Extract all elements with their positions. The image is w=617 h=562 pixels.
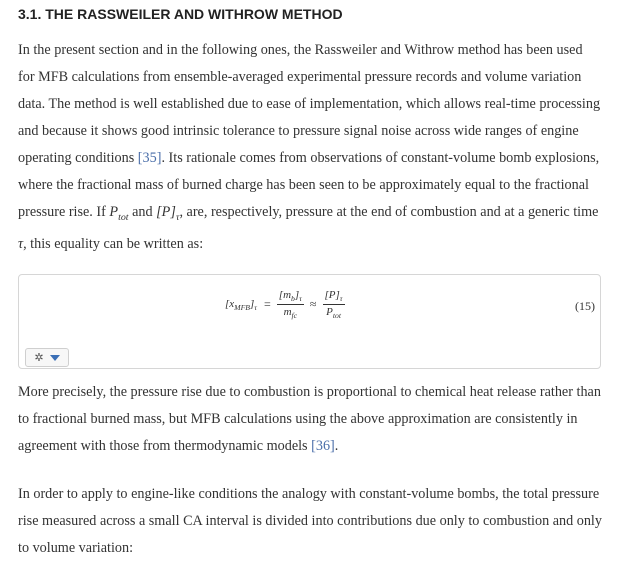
equation-box bbox=[18, 274, 601, 369]
paragraph-precision: More precisely, the pressure rise due to combustion is proportional to chemical heat release rather than to fractional burned mass, but MFB calculations using the above approximation are consistently in agreement with those from thermodynamic models [36]. bbox=[18, 384, 601, 454]
equation-lhs: $[x_{MFB}]_\tau$ bbox=[225, 297, 258, 312]
math-tau: τ bbox=[18, 235, 24, 252]
paragraph-intro: In the present section and in the following ones, the Rassweiler and Withrow method has been used for MFB calculations from ensemble-averaged experimental pressure records and volume variation data. The method is well established due to ease of implementation, which allows real-time processing and because it shows good intrinsic tolerance to pressure signal noise across wide ranges of engine operating conditions [35]. Its rationale comes from observations of constant-volume bomb explosions, where the fractional mass of burned charge has been seen to be approximately equal to the fractional pressure rise. If $P_{tot}$ and $[P]_\tau$, are, respectively, pressure at the end of combustion and at a generic time τ, this equality can be written as: bbox=[18, 42, 601, 252]
math-p-tot: $P_{tot}$ bbox=[109, 204, 129, 223]
equation-number: (15) bbox=[575, 299, 595, 313]
chevron-down-icon bbox=[50, 355, 60, 361]
fraction-mass: $\frac{[m_b]_\tau}{m_{fc}}$ bbox=[278, 289, 302, 321]
fraction-pressure: $\frac{[P]_\tau}{P_{tot}}$ bbox=[324, 289, 343, 321]
citation-35[interactable]: [35] bbox=[137, 150, 162, 166]
math-p-tau: $[P]_\tau$ bbox=[156, 204, 180, 223]
equation-tools-dropdown[interactable] bbox=[25, 348, 69, 367]
section-heading: 3.1. THE RASSWEILER AND WITHROW METHOD bbox=[18, 6, 343, 22]
citation-36[interactable]: [36] bbox=[311, 438, 335, 454]
equation-15: $[x_{MFB}]_\tau$ = $\frac{[m_b]_\tau}{m_{fc}}$ ≈ $\frac{[P]_\tau}{P_{tot}}$ bbox=[225, 289, 343, 321]
gear-icon: ✲ bbox=[34, 351, 44, 364]
paragraph-analogy: In order to apply to engine-like conditions the analogy with constant-volume bombs, the total pressure rise measured across a small CA interval is divided into contributions due only to combustion and only to volume variation: bbox=[18, 486, 602, 556]
